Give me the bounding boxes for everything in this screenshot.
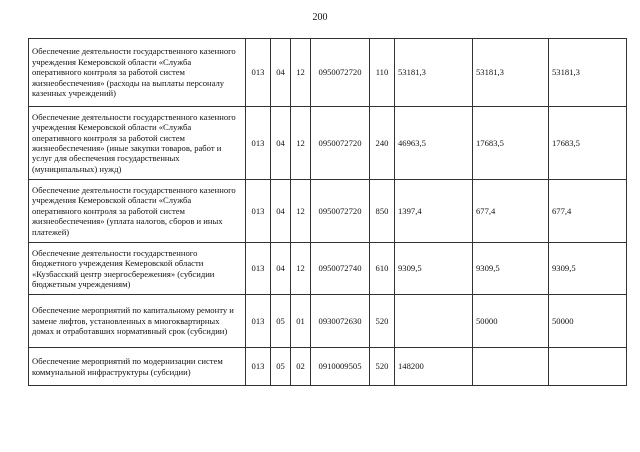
subsection-code: 12 xyxy=(291,180,311,243)
table-body xyxy=(29,39,627,386)
subsection-code: 02 xyxy=(291,348,311,386)
ministry-code: 013 xyxy=(246,295,271,348)
target-article-code: 0910009505 xyxy=(311,348,370,386)
amount-year-2: 53181,3 xyxy=(473,39,549,107)
section-code: 04 xyxy=(271,39,291,107)
section-code: 04 xyxy=(271,243,291,295)
amount-year-1: 1397,4 xyxy=(395,180,473,243)
row-description: Обеспечение мероприятий по модернизации систем коммунальной инфраструктуры (субсидии) xyxy=(29,348,246,386)
expense-type-code: 850 xyxy=(370,180,395,243)
section-code: 05 xyxy=(271,295,291,348)
amount-year-2: 9309,5 xyxy=(473,243,549,295)
ministry-code: 013 xyxy=(246,243,271,295)
amount-year-1: 9309,5 xyxy=(395,243,473,295)
amount-year-1: 46963,5 xyxy=(395,107,473,180)
ministry-code: 013 xyxy=(246,348,271,386)
expense-type-code: 240 xyxy=(370,107,395,180)
row-description: Обеспечение деятельности государственного казенного учреждения Кемеровской области «Служба оперативного контроля за работой систем жизнеобеспечения» (расходы на выплаты персоналу казенных учреждений) xyxy=(29,39,246,107)
amount-year-1: 148200 xyxy=(395,348,473,386)
subsection-code: 12 xyxy=(291,39,311,107)
amount-year-2: 17683,5 xyxy=(473,107,549,180)
budget-table xyxy=(28,38,627,386)
expense-type-code: 610 xyxy=(370,243,395,295)
amount-year-2: 50000 xyxy=(473,295,549,348)
amount-year-3: 17683,5 xyxy=(549,107,627,180)
expense-type-code: 110 xyxy=(370,39,395,107)
table-row xyxy=(29,295,627,348)
amount-year-3 xyxy=(549,348,627,386)
table-row xyxy=(29,243,627,295)
expense-type-code: 520 xyxy=(370,348,395,386)
target-article-code: 0930072630 xyxy=(311,295,370,348)
expense-type-code: 520 xyxy=(370,295,395,348)
table-row xyxy=(29,348,627,386)
page-number: 200 xyxy=(312,12,328,23)
table-row xyxy=(29,107,627,180)
subsection-code: 12 xyxy=(291,243,311,295)
row-description: Обеспечение деятельности государственного казенного учреждения Кемеровской области «Служба оперативного контроля за работой систем жизнеобеспечения» (уплата налогов, сборов и иных платежей) xyxy=(29,180,246,243)
row-description: Обеспечение деятельности государственного казенного учреждения Кемеровской области «Служба оперативного контроля за работой систем жизнеобеспечения» (иные закупки товаров, работ и услуг для обеспечения государственных (муниципальных) нужд) xyxy=(29,107,246,180)
table-row xyxy=(29,180,627,243)
target-article-code: 0950072720 xyxy=(311,107,370,180)
subsection-code: 01 xyxy=(291,295,311,348)
row-description: Обеспечение мероприятий по капитальному ремонту и замене лифтов, установленных в многоквартирных домах и отработавших нормативный срок (субсидии) xyxy=(29,295,246,348)
amount-year-3: 677,4 xyxy=(549,180,627,243)
section-code: 04 xyxy=(271,180,291,243)
target-article-code: 0950072720 xyxy=(311,180,370,243)
amount-year-1 xyxy=(395,295,473,348)
section-code: 05 xyxy=(271,348,291,386)
ministry-code: 013 xyxy=(246,39,271,107)
amount-year-1: 53181,3 xyxy=(395,39,473,107)
target-article-code: 0950072720 xyxy=(311,39,370,107)
subsection-code: 12 xyxy=(291,107,311,180)
table-row xyxy=(29,39,627,107)
amount-year-3: 9309,5 xyxy=(549,243,627,295)
ministry-code: 013 xyxy=(246,180,271,243)
section-code: 04 xyxy=(271,107,291,180)
target-article-code: 0950072740 xyxy=(311,243,370,295)
amount-year-2 xyxy=(473,348,549,386)
amount-year-2: 677,4 xyxy=(473,180,549,243)
amount-year-3: 50000 xyxy=(549,295,627,348)
row-description: Обеспечение деятельности государственного бюджетного учреждения Кемеровской области «Кузбасский центр энергосбережения» (субсидии бюджетным учреждениям) xyxy=(29,243,246,295)
ministry-code: 013 xyxy=(246,107,271,180)
amount-year-3: 53181,3 xyxy=(549,39,627,107)
